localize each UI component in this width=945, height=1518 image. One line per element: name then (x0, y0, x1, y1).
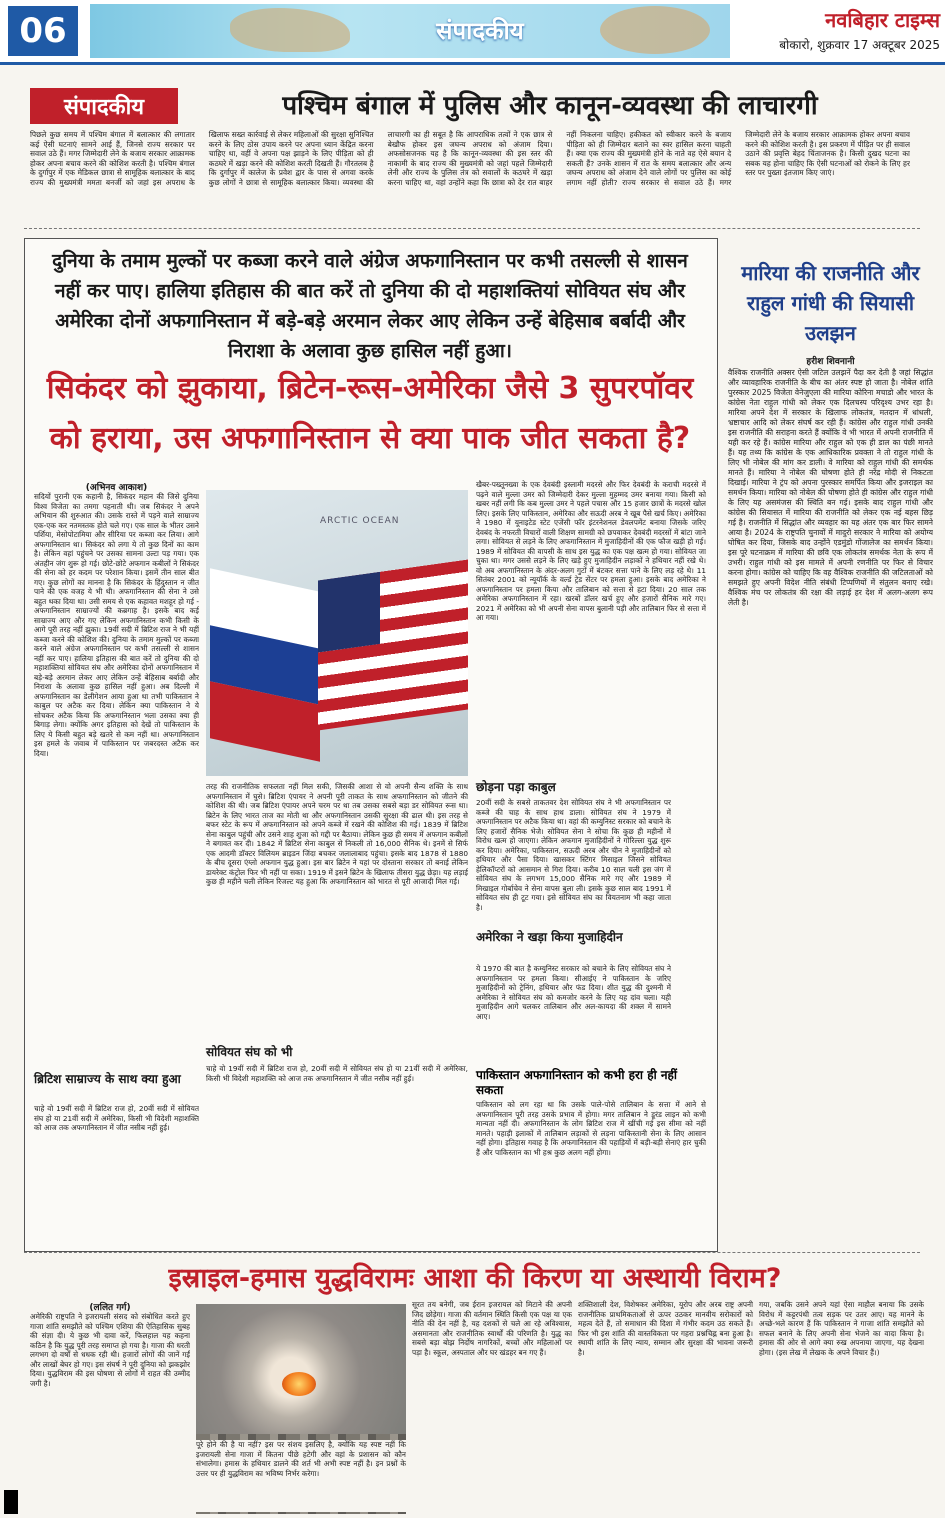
editorial-body: पिछले कुछ समय में पश्चिम बंगाल में बलात्कार की लगातार कई ऐसी घटनाएं सामने आई हैं, जिनसे राज्य सरकार पर सवाल उठे हैं। मगर जिम्मेदारी लेने के बजाय सरकार आक्रामक होकर अपना बचाव करने की कोशिश करती है। पश्चिम बंगाल के दुर्गापुर में एक मेडिकल छात्रा से सामूहिक बलात्कार के बाद राज्य की मुख्यमंत्री ममता बनर्जी को जहां इस अपराध के खिलाफ सख्त कार्रवाई से लेकर महिलाओं की सुरक्षा सुनिश्चित करने के लिए ठोस उपाय करने पर अपना ध्यान केंद्रित करना चाहिए था, वहीं वे अपना पक्ष झाड़ने के लिए पीड़िता को ही कठघरे में खड़ा करने की कोशिश करती दिखती हैं। गौरतलब है कि दुर्गापुर में कालेज के प्रवेश द्वार के पास से अगवा करके कुछ लोगों ने छात्रा से सामूहिक बलात्कार किया। व्यवस्था की लाचारगी का ही सबूत है कि आपराधिक तत्वों ने एक छात्र से बेखौफ होकर इस जघन्य अपराध को अंजाम दिया। अफसोसजनक यह है कि कानून-व्यवस्था की इस स्तर की नाकामी के बाद राज्य की मुख्यमंत्री को जहां पहले जिम्मेदारी लेनी और राज्य के पुलिस तंत्र को सवालों के कठघरे में खड़ा करना चाहिए था, वहां उन्होंने कहा कि छात्रा को देर रात बाहर नहीं निकलना चाहिए। हकीकत को स्वीकार करने के बजाय पीड़िता को ही जिम्मेदार बताने का स्वर हासिल करना चाहती हैं। क्या एक राज्य की मुख्यमंत्री होने के नाते वह ऐसे बयान दे सकती हैं? उनके शासन में रात के समय बलात्कार और अन्य जघन्य अपराध को अंजाम देने वाले लोगों पर पुलिस का कोई लगाम नहीं होती? राज्य सरकार से सवाल उठे हैं। मगर जिम्मेदारी लेने के बजाय सरकार आक्रामक होकर अपना बचाव करने की कोशिश करती है। इस प्रकरण में पीड़ित पर ही सवाल उठाने की प्रवृत्ति बेहद चिंताजनक है। किसी दुखद घटना का सबक यह होना चाहिए कि ऐसी घटनाओं को रोकने के लिए हर स्तर पर पुख्ता इंतजाम किए जाएं। (30, 130, 910, 187)
bottom-col1: अमेरिकी राष्ट्रपति ने इजरायली संसद को संबोधित करते हुए गाजा शांति समझौते को पश्चिम एशिया की ऐतिहासिक सुबह की संज्ञा दी। ये कुछ भी दावा करें, फिलहाल यह कहना कठिन है कि युद्ध पूरी तरह समाप्त हो गया है। गाजा की धरती लगभग दो वर्षों से धधक रही थी। हजारों लोगों की जानें गईं और लाखों बेघर हो गए। इस संघर्ष ने पूरी दुनिया को झकझोर दिया। युद्धविराम की इस घोषणा से लोगों में राहत की उम्मीद जगी है। (30, 1312, 190, 1388)
bottom-col2: पूरे होने की है या नहीं? इस पर संशय इसलिए है, क्योंकि यह स्पष्ट नहीं कि इजरायली सेना गाजा में कितना पीछे हटेगी और वहां के प्रशासन को कौन संभालेगा। हमास के हथियार डालने की शर्त भी अभी स्पष्ट नहीं है। इन प्रश्नों के उत्तर पर ही युद्धविराम का भविष्य निर्भर करेगा। (196, 1440, 406, 1512)
feature-col3: 20वीं सदी के सबसे ताकतवर देश सोवियत संघ ने भी अफगानिस्तान पर कब्जे की चाह के साथ हाथ डाला। सोवियत संघ ने 1979 में अफगानिस्तान पर अटैक किया था। वहां की कम्युनिस्ट सरकार को बचाने के लिए हजारों सैनिक भेजे। सोवियत सेना ने सोचा कि कुछ ही महीनों में विरोध खत्म हो जाएगा। लेकिन अफगान मुजाहिदीनों ने गोरिल्ला युद्ध शुरू कर दिया। अमेरिका, पाकिस्तान, सऊदी अरब और चीन ने मुजाहिदीनों को हथियार और पैसा दिया। खासकर स्टिंगर मिसाइल जिसने सोवियत हेलिकॉप्टरों को आसमान से गिरा दिया। करीब 10 साल चली इस जंग में सोवियत संघ के लगभग 15,000 सैनिक मारे गए और 1989 में मिखाइल गोर्बाचेव ने सेना वापस बुला ली। इसके कुछ साल बाद 1991 में सोवियत संघ ही टूट गया। इसे सोवियत संघ का वियतनाम भी कहा जाता है। (476, 798, 671, 912)
divider (24, 228, 920, 229)
bottom-col4: शक्तिशाली देश, विशेषकर अमेरिका, यूरोप और अरब राष्ट्र अपनी राजनीतिक प्राथमिकताओं से ऊपर उठकर मानवीय सरोकारों को महत्व देते हैं, तो समाधान की दिशा में गंभीर कदम उठ सकते हैं। फिर भी इस शांति की वास्तविकता पर गहरा प्रश्नचिह्न बना हुआ है। स्थायी शांति के लिए न्याय, सम्मान और सुरक्षा की भावना जरूरी है। (578, 1300, 753, 1357)
feature-headline: सिकंदर को झुकाया, ब्रिटेन-रूस-अमेरिका जैसे 3 सुपरपॉवर को हराया, उस अफगानिस्तान से क्या पाक जीत सकता है? (46, 371, 694, 456)
dateline: बोकारो, शुक्रवार 17 अक्टूबर 2025 (779, 38, 940, 52)
feature-col2: तरह की राजनीतिक सफलता नहीं मिल सकी, जिसकी आशा से वो अपनी सैन्य शक्ति के साथ अफगानिस्तान में घुसे। ब्रिटिश एंपायर ने अपनी पूरी ताकत के साथ अफगानिस्तान को जीतने की कोशिश की थी। जब ब्रिटिश एंपायर अपने चरम पर था तब उसका सबसे बड़ा डर सोवियत रूस था। ब्रिटेन के लिए भारत ताज का मोती था और अफगानिस्तान उसकी सुरक्षा की ढाल थी। इस तरह से बफर स्टेट के रूप में अफगानिस्तान को अपने कब्जे में रखने की कोशिश की गई। 1839 में ब्रिटिश सेना काबुल पहुंची और उसने शाह शुजा को गद्दी पर बैठाया। लेकिन कुछ ही समय में अफगान कबीलों ने बगावत कर दी। 1842 में ब्रिटिश सेना काबुल से निकली तो 16,000 सैनिक थे। इनमें से सिर्फ एक आदमी डॉक्टर विलियम ब्राइडन जिंदा बचकर जलालाबाद पहुंचा। इसके बाद 1878 से 1880 के बीच दूसरा एंग्लो अफगान युद्ध हुआ। इस बार ब्रिटेन ने यहां पर दोस्ताना सरकार तो बनाई लेकिन डायरेक्ट कंट्रोल फिर भी नहीं पा सका। 1919 में इसने ब्रिटेन के खिलाफ तीसरा युद्ध छेड़ा। यह लड़ाई कुछ ही महीने चली लेकिन रिजल्ट यह हुआ कि अफगानिस्तान को भारत से पूरी आजादी मिल गई। (206, 782, 468, 886)
feature-subhead-mujahideen: अमेरिका ने खड़ा किया मुजाहिदीन (476, 930, 623, 944)
feature-col4: खैबर-पख्तूनख्वा के एक देवबंदी इस्लामी मदरसे और फिर देवबंदी के कराची मदरसे में पढ़ने वाले मुल्ला उमर को जिम्मेदारी देकर मुल्ला मुहम्मद उमर बनाया गया। किसी को खबर नहीं लगी कि कब मुल्ला उमर ने पहले पचास और 15 हजार छात्रों के मदरसे खोल लिए। इसके लिए पाकिस्तान, अमेरिका और सऊदी अरब ने खूब पैसे खर्च किए। अमेरिका ने 1980 में यूनाइटेड स्टेट एजेंसी फॉर इंटरनेशनल डेवलपमेंट बनाया जिसके जरिए देवबंद के नफरती विचारों वाली शिक्षण सामग्री को छपवाकर देवबंदी मदरसों में बांटा जाने लगा। सोवियत से लड़ने के लिए अफगानिस्तान में मुजाहिदीनों की एक फौज खड़ी हो गई। 1989 में सोवियत की वापसी के साथ इस युद्ध का एक पक्ष खत्म हो गया। सोवियत जा चुका था। मगर उससे लड़ने के लिए खड़े हुए मुजाहिदीन लड़ाकों ने हथियार नहीं रखे थे। वो अब अफगानिस्तान के अंदर-अलग गुटों में बंटकर सत्ता पाने के लिए लड़ रहे थे। 11 सितंबर 2001 को न्यूयॉर्क के वर्ल्ड ट्रेड सेंटर पर हमला हुआ। इसके बाद अमेरिका ने अफगानिस्तान पर हमला किया और तालिबान को सत्ता से हटा दिया। 20 साल तक अमेरिका अफगानिस्तान में रहा। खरबों डॉलर खर्च हुए और हजारों सैनिक मारे गए। 2021 में अमेरिका को भी अपनी सेना वापस बुलानी पड़ी और तालिबान फिर से सत्ता में आ गया। (476, 480, 706, 622)
sidebar-body: वैश्विक राजनीति अक्सर ऐसी जटिल उलझनें पैदा कर देती है जहां सिद्धांत और व्यावहारिक राजनीति के बीच का अंतर स्पष्ट हो जाता है। नोबेल शांति पुरस्कार 2025 विजेता वेनेजुएला की मारिया कोरिना मचाडो और भारत के कांग्रेस नेता राहुल गांधी को लेकर एक दिलचस्प परिदृश्य उभर रहा है। मारिया अपने देश में सरकार के खिलाफ लोकतंत्र, मतदान में धांधली, भ्रष्टाचार आदि को लेकर संघर्ष कर रही हैं। कांग्रेस और राहुल गांधी उनकी इस राजनीति की सराहना करते हैं क्योंकि वे भी भारत में अपनी राजनीति में यही कर रहे हैं। कांग्रेस मारिया और राहुल को एक ही डाल का पंछी मानते हैं। यह तथ्य कि कांग्रेस के एक आधिकारिक प्रवक्ता ने तो राहुल गांधी के लिए भी नोबेल की मांग कर डाली। वे मारिया को राहुल गांधी की समर्थक मानते हैं। मारिया ने नोबेल की घोषणा होते ही नरेंद्र मोदी से निकटता दिखाई। मारिया ने ट्रंप को अपना पुरस्कार समर्पित किया और इजराइल का समर्थन किया। मारिया को नोबेल की घोषणा होते ही कांग्रेस और राहुल गांधी के लिए यह असमंजस की स्थिति बन गई। इसके बाद राहुल गांधी और कांग्रेस की सियासत में मारिया की राजनीति को लेकर एक नई बहस छिड़ गई है। राजनीति में सिद्धांत और व्यवहार का यह अंतर एक बार फिर सामने आया है। 2024 के राष्ट्रपति चुनावों में मादुरो सरकार ने मारिया को अयोग्य घोषित कर दिया, जिसके बाद उन्होंने एडमुंडो गोंजालेज का समर्थन किया। इस पूरे घटनाक्रम में मारिया की छवि एक लोकतंत्र समर्थक नेता के रूप में उभरी। राहुल गांधी को इस मामले में अपनी रणनीति पर फिर से विचार करना होगा। कांग्रेस को चाहिए कि वह वैश्विक राजनीति की जटिलताओं को समझते हुए अपनी विदेश नीति संबंधी टिप्पणियों में संतुलन बनाए रखे। वैश्विक मंच पर लोकतंत्र की रक्षा की लड़ाई हर देश में अलग-अलग रूप लेती है। (728, 368, 933, 607)
russia-flag-image (210, 568, 320, 761)
editorial-headline: पश्चिम बंगाल में पुलिस और कानून-व्यवस्था की लाचारगी (282, 91, 818, 121)
banner-illustration-right (600, 6, 710, 54)
feature-deck: दुनिया के तमाम मुल्कों पर कब्जा करने वाले अंग्रेज अफगानिस्तान पर कभी तसल्ली से शासन नहीं कर पाए। हालिया इतिहास की बात करें तो दुनिया की दो महाशक्तियां सोवियत संघ और अमेरिका दोनों अफगानिस्तान में बड़े-बड़े अरमान लेकर आए लेकिन उन्हें बेहिसाब बर्बादी और निराशा के अलावा कुछ हासिल नहीं हुआ। (52, 250, 688, 362)
feature-col1-tail: चाहे वो 19वीं सदी में ब्रिटिश राज हो, 20वीं सदी में सोवियत संघ हो या 21वीं सदी में अमेरिका, किसी भी विदेशी महाशक्ति को आज तक अफगानिस्तान में जीत नसीब नहीं हुई। (34, 1104, 199, 1132)
divider (24, 1252, 920, 1253)
feature-subhead-pakistan: पाकिस्तान अफगानिस्तान को कभी हरा ही नहीं सकता (476, 1068, 678, 1097)
section-title: संपादकीय (436, 17, 524, 45)
flags-map-photo (206, 490, 468, 776)
page-number: 06 (8, 6, 78, 56)
editorial-tag: संपादकीय (30, 88, 178, 124)
feature-col4-tail: पाकिस्तान को लग रहा था कि उसके पाले-पोसे तालिबान के सत्ता में आने से अफगानिस्तान पूरी तरह उसके प्रभाव में होगा। मगर तालिबान ने डूरंड लाइन को कभी मान्यता नहीं दी। अफगानिस्तान के लोग ब्रिटिश राज में खींची गई इस सीमा को नहीं मानते। पहाड़ी इलाकों में तालिबान लड़ाकों से लड़ना पाकिस्तानी सेना के लिए आसान नहीं होगा। इतिहास गवाह है कि अफगानिस्तान की पहाड़ियों में बड़ी-बड़ी सेनाएं हार चुकी हैं और पाकिस्तान का भी हश्र कुछ अलग नहीं होगा। (476, 1100, 706, 1157)
bottom-col5: गया, जबकि उसने अपने यहां ऐसा माहौल बनाया कि उसके विरोध में कट्टरपंथी तत्व सड़क पर उतर आए। यह मानने के अच्छे-भले कारण हैं कि पाकिस्तान ने गाजा शांति समझौते को सफल बनाने के लिए अपनी सेना भेजने का वादा किया है। हमास की ओर से आगे क्या रुख अपनाया जाएगा, यह देखना होगा। (इस लेख में लेखक के अपने विचार हैं।) (759, 1300, 924, 1357)
feature-subhead-kabul: छोड़ना पड़ा काबुल (476, 780, 556, 794)
feature-col2-extra: चाहे वो 19वीं सदी में ब्रिटिश राज हो, 20वीं सदी में सोवियत संघ हो या 21वीं सदी में अमेरिका, किसी भी विदेशी महाशक्ति को आज तक अफगानिस्तान में जीत नसीब नहीं हुई। (206, 1064, 468, 1083)
feature-col3-tail: ये 1970 की बात है कम्युनिस्ट सरकार को बचाने के लिए सोवियत संघ ने अफगानिस्तान पर हमला किया। सीआईए ने पाकिस्तान के जरिए मुजाहिदीनों को ट्रेनिंग, हथियार और फंड दिया। शीत युद्ध की दुश्मनी में अमेरिका ने सोवियत संघ को कमजोर करने के लिए यह दांव चला। यही मुजाहिदीन आगे चलकर तालिबान और अल-कायदा की शक्ल में सामने आए। (476, 964, 671, 1021)
bottom-byline: (ललित गर्ग) (89, 1303, 131, 1313)
feature-subhead-soviet: सोवियत संघ को भी (206, 1045, 293, 1059)
sidebar-byline: हरीश शिवनानी (806, 357, 855, 367)
usa-flag-image (318, 559, 468, 730)
explosion-image (282, 1372, 316, 1396)
bottom-col3: सूरत तय बनेगी, जब ईरान इजरायल को मिटाने की अपनी जिद छोड़ेगा। गाजा की वर्तमान स्थिति किसी एक पक्ष या एक नीति की देन नहीं है, यह दशकों से चले आ रहे अविश्वास, असमानता और राजनीतिक स्वार्थों की परिणति है। युद्ध का सबसे बड़ा बोझ निर्दोष नागरिकों, बच्चों और महिलाओं पर पड़ा है। स्कूल, अस्पताल और घर खंडहर बन गए हैं। (412, 1300, 572, 1357)
feature-byline: (अभिनव आकाश) (85, 483, 148, 493)
sidebar-headline: मारिया की राजनीति और राहुल गांधी की सियासी उलझन (741, 261, 920, 345)
feature-col1: सदियों पुरानी एक कहानी है, सिकंदर महान की जिसे दुनिया विश्व विजेता का तमगा पहनाती थी। जब सिकंदर ने अपने अभियान की शुरुआत की। उसके रास्ते में पड़ने वाले साम्राज्य एक-एक कर नतमस्तक होते चले गए। एक साल के भीतर उसने पर्शिया, मेसोपोटामिया और सीरिया पर कब्जा कर लिया। आगे अफगानिस्तान था। सिकंदर को लगा ये तो कुछ दिनों का काम है। लेकिन वहां पहुंचने पर उसका सामना उल्टा पड़ गया। एक अंतहीन जंग शुरू हो गई। छोटे-छोटे अफगान कबीलों ने सिकंदर की सेना को हर कदम पर परेशान किया। इसमें तीन साल बीत गए। कुछ लोगों का मानना है कि सिकंदर के हिंदुस्तान न जीत पाने की एक वजह ये भी थी। अफगानिस्तान की सेना ने उसे बहुत थका दिया था। उसी समय से एक कहावत मशहूर हो गई - अफगानिस्तान साम्राज्यों की कब्रगाह है। इसके बाद कई साम्राज्य आए और गए लेकिन अफगानिस्तान कभी किसी के आगे पूरी तरह नहीं झुका। 19वीं सदी में ब्रिटिश राज ने भी यहीं कब्जा करने की कोशिश की। दुनिया के तमाम मुल्कों पर कब्जा करने वाले अंग्रेज अफगानिस्तान पर कभी तसल्ली से शासन नहीं कर पाए। हालिया इतिहास की बात करें तो दुनिया की दो महाशक्तियां सोवियत संघ और अमेरिका दोनों अफगानिस्तान में बड़े-बड़े अरमान लेकर आए लेकिन उन्हें बेहिसाब बर्बादी और निराशा के अलावा कुछ हासिल नहीं हुआ। अब दिल्ली में अफगानिस्तान का डेलीगेशन आया हुआ था तभी पाकिस्तान ने काबुल पर अटैक कर दिया। लेकिन क्या पाकिस्तान ने ये सोचकर अटैक किया कि अफगानिस्तान भला उसका क्या ही बिगाड़ लेगा। क्योंकि अगर इतिहास को देखें तो पाकिस्तान के लिए ये किसी बहुत बड़े खतरे से कम नहीं था। अफगानिस्तान इस हमले के जवाब में पाकिस्तान पर जबरदस्त अटैक कर दिया। (34, 492, 199, 758)
feature-subhead-british: ब्रिटिश साम्राज्य के साथ क्या हुआ (34, 1072, 181, 1086)
bottom-headline: इस्राइल-हमास युद्धविरामः आशा की किरण या अस्थायी विराम? (168, 1263, 782, 1294)
registration-mark (4, 1490, 18, 1514)
map-label: ARCTIC OCEAN (320, 516, 400, 526)
masthead: नवबिहार टाइम्स (825, 8, 940, 32)
